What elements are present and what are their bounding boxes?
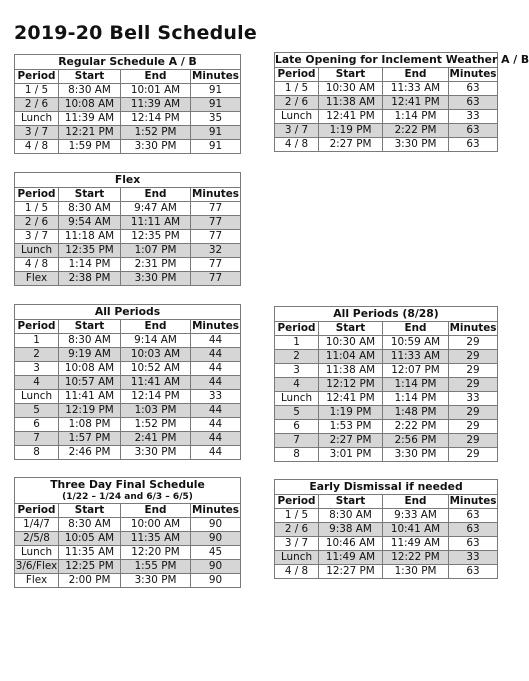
table-cell: 44 <box>191 418 241 432</box>
table-cell: 3 / 7 <box>15 230 59 244</box>
column-header: Period <box>275 322 319 336</box>
table-cell: 3:30 PM <box>121 574 191 588</box>
table-row <box>275 364 498 378</box>
table-cell: 1 / 5 <box>275 82 319 96</box>
table-row <box>275 420 498 434</box>
table-cell: 4 / 8 <box>15 258 59 272</box>
table-cell: 1:52 PM <box>121 418 191 432</box>
column-header: Minutes <box>449 322 497 334</box>
table-cell: 63 <box>449 523 498 537</box>
table-row <box>15 376 241 390</box>
table-cell: 1:07 PM <box>121 244 191 258</box>
table-cell: 9:19 AM <box>59 348 121 362</box>
table-cell: 1:59 PM <box>59 140 121 154</box>
column-header: Start <box>319 322 383 336</box>
table-cell: 29 <box>449 434 498 448</box>
column-header: End <box>121 188 191 202</box>
table-title-text: All Periods (8/28) <box>333 307 439 320</box>
table-subtitle: (1/22 – 1/24 and 6/3 – 6/5) <box>62 492 193 502</box>
table-cell: 12:07 PM <box>383 364 449 378</box>
table-cell: 12:41 PM <box>319 392 383 406</box>
table-cell: 4 <box>15 376 59 390</box>
table-cell: 2:27 PM <box>319 138 383 152</box>
table-row <box>275 523 498 537</box>
table-cell: 12:35 PM <box>59 244 121 258</box>
table-cell: 4 / 8 <box>275 565 319 579</box>
column-header: Period <box>275 68 319 82</box>
all-periods-table <box>14 304 241 460</box>
table-row <box>275 350 498 364</box>
table-cell: 11:49 AM <box>319 551 383 565</box>
table-cell: 33 <box>449 551 498 565</box>
table-cell: 12:21 PM <box>59 126 121 140</box>
column-header: End <box>383 322 449 336</box>
table-cell: 11:04 AM <box>319 350 383 364</box>
table-cell: 11:49 AM <box>383 537 449 551</box>
table-title <box>15 478 241 504</box>
table-cell: 10:08 AM <box>59 98 121 112</box>
column-header: Start <box>59 70 121 84</box>
table-row <box>15 84 241 98</box>
table-cell: 2:22 PM <box>383 124 449 138</box>
three-day-final-table <box>14 477 241 588</box>
table-cell: 1 <box>275 336 319 350</box>
table-cell: 90 <box>191 560 241 574</box>
table-cell: 11:38 AM <box>319 364 383 378</box>
table-cell: 1 / 5 <box>15 84 59 98</box>
table-row <box>275 110 498 124</box>
table-cell: 1:14 PM <box>383 378 449 392</box>
table-cell: 63 <box>449 138 498 152</box>
table-cell: 8 <box>275 448 319 462</box>
table-cell: 10:00 AM <box>121 518 191 532</box>
table-cell: 1:14 PM <box>383 110 449 124</box>
table-title-text: Flex <box>114 173 141 186</box>
table-cell: 63 <box>449 509 498 523</box>
table-cell: 8:30 AM <box>59 518 121 532</box>
table-cell: 63 <box>449 124 498 138</box>
column-header: Period <box>15 188 59 202</box>
table-cell: 1:57 PM <box>59 432 121 446</box>
table-row <box>15 362 241 376</box>
table-cell: Lunch <box>275 392 319 406</box>
table-title-text: Three Day Final Schedule <box>50 478 205 491</box>
table-cell: 77 <box>191 216 241 230</box>
table-cell: 8:30 AM <box>59 202 121 216</box>
table-cell: 29 <box>449 378 498 392</box>
table-cell: 2:56 PM <box>383 434 449 448</box>
table-row <box>15 532 241 546</box>
regular-schedule-table <box>14 54 241 154</box>
table-cell: 12:14 PM <box>121 390 191 404</box>
table-cell: 77 <box>191 202 241 216</box>
table-row <box>275 96 498 110</box>
table-cell: 2:27 PM <box>319 434 383 448</box>
table-row <box>275 336 498 350</box>
table-cell: 12:19 PM <box>59 404 121 418</box>
table-cell: 63 <box>449 537 498 551</box>
column-header: Start <box>319 68 383 82</box>
table-cell: 10:57 AM <box>59 376 121 390</box>
table-row <box>275 406 498 420</box>
table-cell: 12:14 PM <box>121 112 191 126</box>
table-cell: 6 <box>15 418 59 432</box>
table-cell: 90 <box>191 574 241 588</box>
table-row <box>275 124 498 138</box>
table-row <box>15 112 241 126</box>
table-cell: 44 <box>191 376 241 390</box>
table-title-text: All Periods <box>94 305 161 318</box>
table-cell: 2 / 6 <box>275 523 319 537</box>
table-cell: 1:03 PM <box>121 404 191 418</box>
table-cell: 4 / 8 <box>15 140 59 154</box>
early-dismissal-table <box>274 479 498 579</box>
table-row <box>15 126 241 140</box>
table-cell: 12:25 PM <box>59 560 121 574</box>
table-cell: 3:30 PM <box>121 446 191 460</box>
table-cell: 10:05 AM <box>59 532 121 546</box>
table-cell: 10:41 AM <box>383 523 449 537</box>
table-cell: 9:38 AM <box>319 523 383 537</box>
table-cell: 3 <box>275 364 319 378</box>
table-row <box>15 446 241 460</box>
table-row <box>275 565 498 579</box>
table-cell: 44 <box>191 362 241 376</box>
table-row <box>15 432 241 446</box>
table-cell: 9:33 AM <box>383 509 449 523</box>
table-cell: 1:14 PM <box>59 258 121 272</box>
column-header: Period <box>15 320 59 334</box>
column-header: Start <box>59 320 121 334</box>
column-header: Minutes <box>192 70 239 82</box>
table-cell: 1:48 PM <box>383 406 449 420</box>
table-cell: 91 <box>191 84 241 98</box>
table-cell: 2:00 PM <box>59 574 121 588</box>
table-cell: 44 <box>191 432 241 446</box>
table-cell: 9:47 AM <box>121 202 191 216</box>
table-cell: 9:54 AM <box>59 216 121 230</box>
column-header: Period <box>15 504 59 518</box>
column-header: Minutes <box>192 188 239 200</box>
table-cell: 1:30 PM <box>383 565 449 579</box>
table-row <box>15 140 241 154</box>
table-cell: 2:31 PM <box>121 258 191 272</box>
table-cell: 12:41 PM <box>383 96 449 110</box>
page-title: 2019-20 Bell Schedule <box>14 22 257 44</box>
table-row <box>275 82 498 96</box>
table-cell: 2:22 PM <box>383 420 449 434</box>
table-cell: 1:19 PM <box>319 124 383 138</box>
table-cell: 11:33 AM <box>383 350 449 364</box>
table-row <box>15 418 241 432</box>
table-row <box>15 230 241 244</box>
table-cell: 44 <box>191 348 241 362</box>
table-title-text: Early Dismissal if needed <box>309 480 463 493</box>
table-cell: 5 <box>15 404 59 418</box>
table-cell: 29 <box>449 350 498 364</box>
table-title <box>15 305 241 320</box>
table-cell: 2 / 6 <box>15 216 59 230</box>
table-cell: 10:03 AM <box>121 348 191 362</box>
table-cell: 29 <box>449 336 498 350</box>
table-cell: 7 <box>15 432 59 446</box>
table-title <box>15 55 241 70</box>
table-cell: 44 <box>191 446 241 460</box>
table-cell: 44 <box>191 334 241 348</box>
table-title <box>275 53 529 68</box>
table-row <box>15 560 241 574</box>
table-row <box>275 392 498 406</box>
table-cell: Lunch <box>15 390 59 404</box>
table-cell: 3 / 7 <box>275 124 319 138</box>
table-cell: 10:08 AM <box>59 362 121 376</box>
table-cell: 90 <box>191 518 241 532</box>
table-row <box>15 202 241 216</box>
table-cell: 77 <box>191 258 241 272</box>
table-row <box>15 258 241 272</box>
table-row <box>15 404 241 418</box>
table-cell: 1 / 5 <box>275 509 319 523</box>
table-cell: 12:27 PM <box>319 565 383 579</box>
table-cell: 2 / 6 <box>15 98 59 112</box>
column-header: Minutes <box>449 495 497 507</box>
table-row <box>275 537 498 551</box>
table-cell: 32 <box>191 244 241 258</box>
flex-schedule-table <box>14 172 241 286</box>
table-cell: 29 <box>449 364 498 378</box>
table-cell: 9:14 AM <box>121 334 191 348</box>
table-cell: 3 <box>15 362 59 376</box>
table-row <box>275 434 498 448</box>
table-cell: 12:22 PM <box>383 551 449 565</box>
table-cell: 3:30 PM <box>383 138 449 152</box>
table-cell: 3/6/Flex <box>15 560 58 572</box>
table-cell: 44 <box>191 404 241 418</box>
table-cell: 10:52 AM <box>121 362 191 376</box>
table-cell: 1:19 PM <box>319 406 383 420</box>
table-cell: Lunch <box>15 244 59 258</box>
table-cell: 63 <box>449 565 498 579</box>
table-title <box>275 307 498 322</box>
table-cell: 3 / 7 <box>15 126 59 140</box>
table-title-text: Late Opening for Inclement Weather A / B <box>275 53 529 66</box>
column-header: Minutes <box>449 68 497 80</box>
table-cell: 29 <box>449 420 498 434</box>
column-header: End <box>121 70 191 84</box>
table-cell: 10:01 AM <box>121 84 191 98</box>
table-cell: 77 <box>191 230 241 244</box>
table-cell: 3:30 PM <box>121 272 191 286</box>
table-cell: 33 <box>449 110 498 124</box>
table-cell: 90 <box>191 532 241 546</box>
column-header: Minutes <box>192 504 239 516</box>
table-row <box>275 551 498 565</box>
table-cell: 1:53 PM <box>319 420 383 434</box>
column-header: End <box>383 68 449 82</box>
table-cell: 63 <box>449 96 498 110</box>
table-cell: 63 <box>449 82 498 96</box>
column-header: End <box>121 504 191 518</box>
table-cell: Lunch <box>15 112 59 126</box>
table-cell: 11:39 AM <box>59 112 121 126</box>
table-cell: 1 <box>15 334 59 348</box>
table-cell: Lunch <box>275 551 319 565</box>
table-cell: 12:41 PM <box>319 110 383 124</box>
table-cell: 1:08 PM <box>59 418 121 432</box>
table-row <box>15 574 241 588</box>
column-header: Start <box>59 188 121 202</box>
table-cell: 11:11 AM <box>121 216 191 230</box>
table-cell: 4 / 8 <box>275 138 319 152</box>
table-cell: 33 <box>191 390 241 404</box>
table-cell: Lunch <box>15 546 59 560</box>
table-row <box>15 244 241 258</box>
table-cell: 8:30 AM <box>59 334 121 348</box>
table-cell: 91 <box>191 98 241 112</box>
table-row <box>275 138 498 152</box>
table-cell: 2:41 PM <box>121 432 191 446</box>
table-cell: 1:52 PM <box>121 126 191 140</box>
table-cell: 11:33 AM <box>383 82 449 96</box>
table-row <box>15 216 241 230</box>
table-cell: 11:38 AM <box>319 96 383 110</box>
table-cell: 1 / 5 <box>15 202 59 216</box>
table-row <box>15 518 241 532</box>
column-header: End <box>383 495 449 509</box>
table-cell: 10:59 AM <box>383 336 449 350</box>
table-cell: 4 <box>275 378 319 392</box>
column-header: Start <box>319 495 383 509</box>
table-cell: 11:41 AM <box>121 376 191 390</box>
table-cell: 11:35 AM <box>59 546 121 560</box>
table-cell: 2 / 6 <box>275 96 319 110</box>
table-cell: 77 <box>191 272 241 286</box>
table-cell: 6 <box>275 420 319 434</box>
table-cell: 8:30 AM <box>59 84 121 98</box>
table-cell: 11:35 AM <box>121 532 191 546</box>
table-cell: 12:35 PM <box>121 230 191 244</box>
column-header: Period <box>15 70 59 84</box>
table-cell: 91 <box>191 126 241 140</box>
table-cell: 1:14 PM <box>383 392 449 406</box>
column-header: Start <box>59 504 121 518</box>
table-row <box>15 348 241 362</box>
table-row <box>15 546 241 560</box>
late-opening-table <box>274 52 529 152</box>
table-cell: 11:18 AM <box>59 230 121 244</box>
table-row <box>15 272 241 286</box>
table-cell: 2 <box>275 350 319 364</box>
table-cell: 5 <box>275 406 319 420</box>
table-cell: 3 / 7 <box>275 537 319 551</box>
table-cell: Flex <box>15 272 59 286</box>
table-row <box>275 378 498 392</box>
column-header: Minutes <box>192 320 239 332</box>
all-periods-828-table <box>274 306 498 462</box>
table-title <box>15 173 241 188</box>
table-row <box>275 509 498 523</box>
table-cell: 35 <box>191 112 241 126</box>
table-row <box>15 98 241 112</box>
table-cell: 3:30 PM <box>383 448 449 462</box>
table-cell: 11:41 AM <box>59 390 121 404</box>
table-cell: 1:55 PM <box>121 560 191 574</box>
table-title-text: Regular Schedule A / B <box>58 55 197 68</box>
table-cell: 2 <box>15 348 59 362</box>
table-cell: 12:12 PM <box>319 378 383 392</box>
table-cell: Lunch <box>275 110 319 124</box>
table-cell: 8 <box>15 446 59 460</box>
table-row <box>275 448 498 462</box>
table-cell: 2:46 PM <box>59 446 121 460</box>
column-header: End <box>121 320 191 334</box>
table-cell: 3:01 PM <box>319 448 383 462</box>
table-title <box>275 480 498 495</box>
table-cell: 10:30 AM <box>319 82 383 96</box>
table-cell: 12:20 PM <box>121 546 191 560</box>
table-row <box>15 390 241 404</box>
table-cell: 2:38 PM <box>59 272 121 286</box>
table-cell: 10:46 AM <box>319 537 383 551</box>
table-cell: 33 <box>449 392 498 406</box>
table-cell: 7 <box>275 434 319 448</box>
table-cell: 45 <box>191 546 241 560</box>
table-cell: 3:30 PM <box>121 140 191 154</box>
table-cell: 8:30 AM <box>319 509 383 523</box>
column-header: Period <box>275 495 319 509</box>
table-cell: 91 <box>191 140 241 154</box>
table-cell: 1/4/7 <box>15 518 59 532</box>
table-cell: 29 <box>449 406 498 420</box>
table-cell: 2/5/8 <box>15 532 59 546</box>
table-cell: Flex <box>15 574 59 588</box>
table-cell: 11:39 AM <box>121 98 191 112</box>
table-cell: 10:30 AM <box>319 336 383 350</box>
table-cell: 29 <box>449 448 498 462</box>
table-row <box>15 334 241 348</box>
